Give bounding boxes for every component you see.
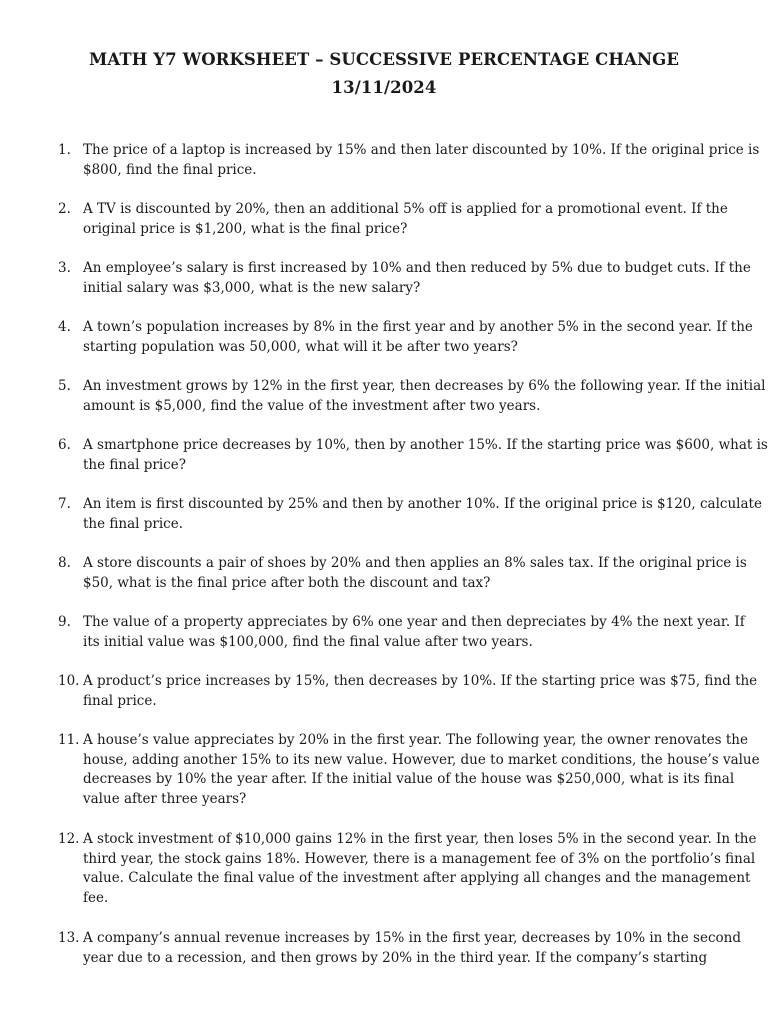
question-text-line: $50, what is the final price after both the discount and tax?: [83, 574, 491, 591]
question-text: [83, 929, 741, 968]
question-text-line: original price is $1,200, what is the final price?: [83, 220, 408, 237]
question-text-line: its initial value was $100,000, find the final value after two years.: [83, 633, 533, 650]
question-text-line: initial salary was $3,000, what is the new salary?: [83, 279, 421, 296]
question-text-line: house, adding another 15% to its new value. However, due to market conditions, the house’s value: [83, 751, 760, 768]
question-text: [83, 318, 753, 357]
question-number: 8.: [58, 555, 71, 571]
question-number: 4.: [58, 319, 71, 335]
question-number: 7.: [58, 496, 71, 512]
question-text-line: An employee’s salary is first increased by 10% and then reduced by 5% due to budget cuts. If the: [83, 260, 751, 276]
question-number: 1.: [58, 142, 71, 158]
question-text-line: decreases by 10% the year after. If the initial value of the house was $250,000, what is its final: [83, 771, 735, 788]
worksheet-date: 13/11/2024: [331, 78, 437, 97]
question-text: [83, 495, 762, 534]
question-text-line: fee.: [83, 889, 109, 906]
question-text-line: A town’s population increases by 8% in the first year and by another 5% in the second year. If the: [83, 319, 753, 335]
question-text-line: the final price?: [83, 456, 186, 473]
question-text-line: value. Calculate the final value of the investment after applying all changes and the management: [83, 870, 751, 887]
question-number: 11.: [58, 732, 80, 748]
question-text-line: A smartphone price decreases by 10%, then by another 15%. If the starting price was $600, what is: [83, 437, 768, 453]
question-text-line: year due to a recession, and then grows by 20% in the third year. If the company’s starting: [83, 949, 708, 966]
question-text-line: The price of a laptop is increased by 15% and then later discounted by 10%. If the original price is: [83, 142, 760, 158]
question-number: 10.: [58, 673, 80, 689]
question-text-line: amount is $5,000, find the value of the investment after two years.: [83, 397, 541, 414]
question-number: 9.: [58, 614, 71, 630]
question-text-line: An investment grows by 12% in the first year, then decreases by 6% the following year. If the initial: [83, 378, 766, 394]
question-text-line: final price.: [83, 692, 157, 709]
question-number: 12.: [58, 831, 80, 847]
question-number: 13.: [58, 930, 80, 946]
question-text: [83, 731, 760, 809]
question-text-line: $800, find the final price.: [83, 161, 257, 178]
question-text-line: the final price.: [83, 515, 184, 532]
question-text: [83, 672, 758, 711]
question-text-line: A company’s annual revenue increases by 15% in the first year, decreases by 10% in the second: [83, 930, 741, 946]
worksheet-title: MATH Y7 WORKSHEET – SUCCESSIVE PERCENTAGE CHANGE: [88, 50, 680, 69]
question-text-line: A store discounts a pair of shoes by 20% and then applies an 8% sales tax. If the original price is: [83, 555, 747, 571]
question-text: [83, 613, 745, 652]
question-number: 3.: [58, 260, 71, 276]
question-text: [83, 436, 768, 475]
question-text: [83, 830, 757, 908]
question-number: 6.: [58, 437, 71, 453]
question-text-line: A product’s price increases by 15%, then decreases by 10%. If the starting price was $75, find the: [83, 673, 758, 689]
question-text: [83, 141, 760, 180]
question-number: 5.: [58, 378, 71, 394]
question-text-line: An item is first discounted by 25% and then by another 10%. If the original price is $120, calculate: [83, 496, 762, 512]
question-text-line: starting population was 50,000, what will it be after two years?: [83, 338, 518, 355]
question-text-line: third year, the stock gains 18%. However, there is a management fee of 3% on the portfolio’s final: [83, 850, 756, 867]
question-text-line: A stock investment of $10,000 gains 12% in the first year, then loses 5% in the second year. In the: [83, 831, 757, 847]
question-text: [83, 259, 751, 298]
question-number: 2.: [58, 201, 71, 217]
question-text-line: A TV is discounted by 20%, then an additional 5% off is applied for a promotional event. If the: [83, 201, 728, 217]
question-text-line: A house’s value appreciates by 20% in the first year. The following year, the owner renovates the: [83, 732, 748, 748]
question-text-line: The value of a property appreciates by 6% one year and then depreciates by 4% the next year. If: [83, 614, 745, 630]
question-text-line: value after three years?: [83, 790, 247, 807]
question-text: [83, 200, 733, 239]
question-text: [83, 377, 766, 416]
question-text: [83, 554, 747, 593]
